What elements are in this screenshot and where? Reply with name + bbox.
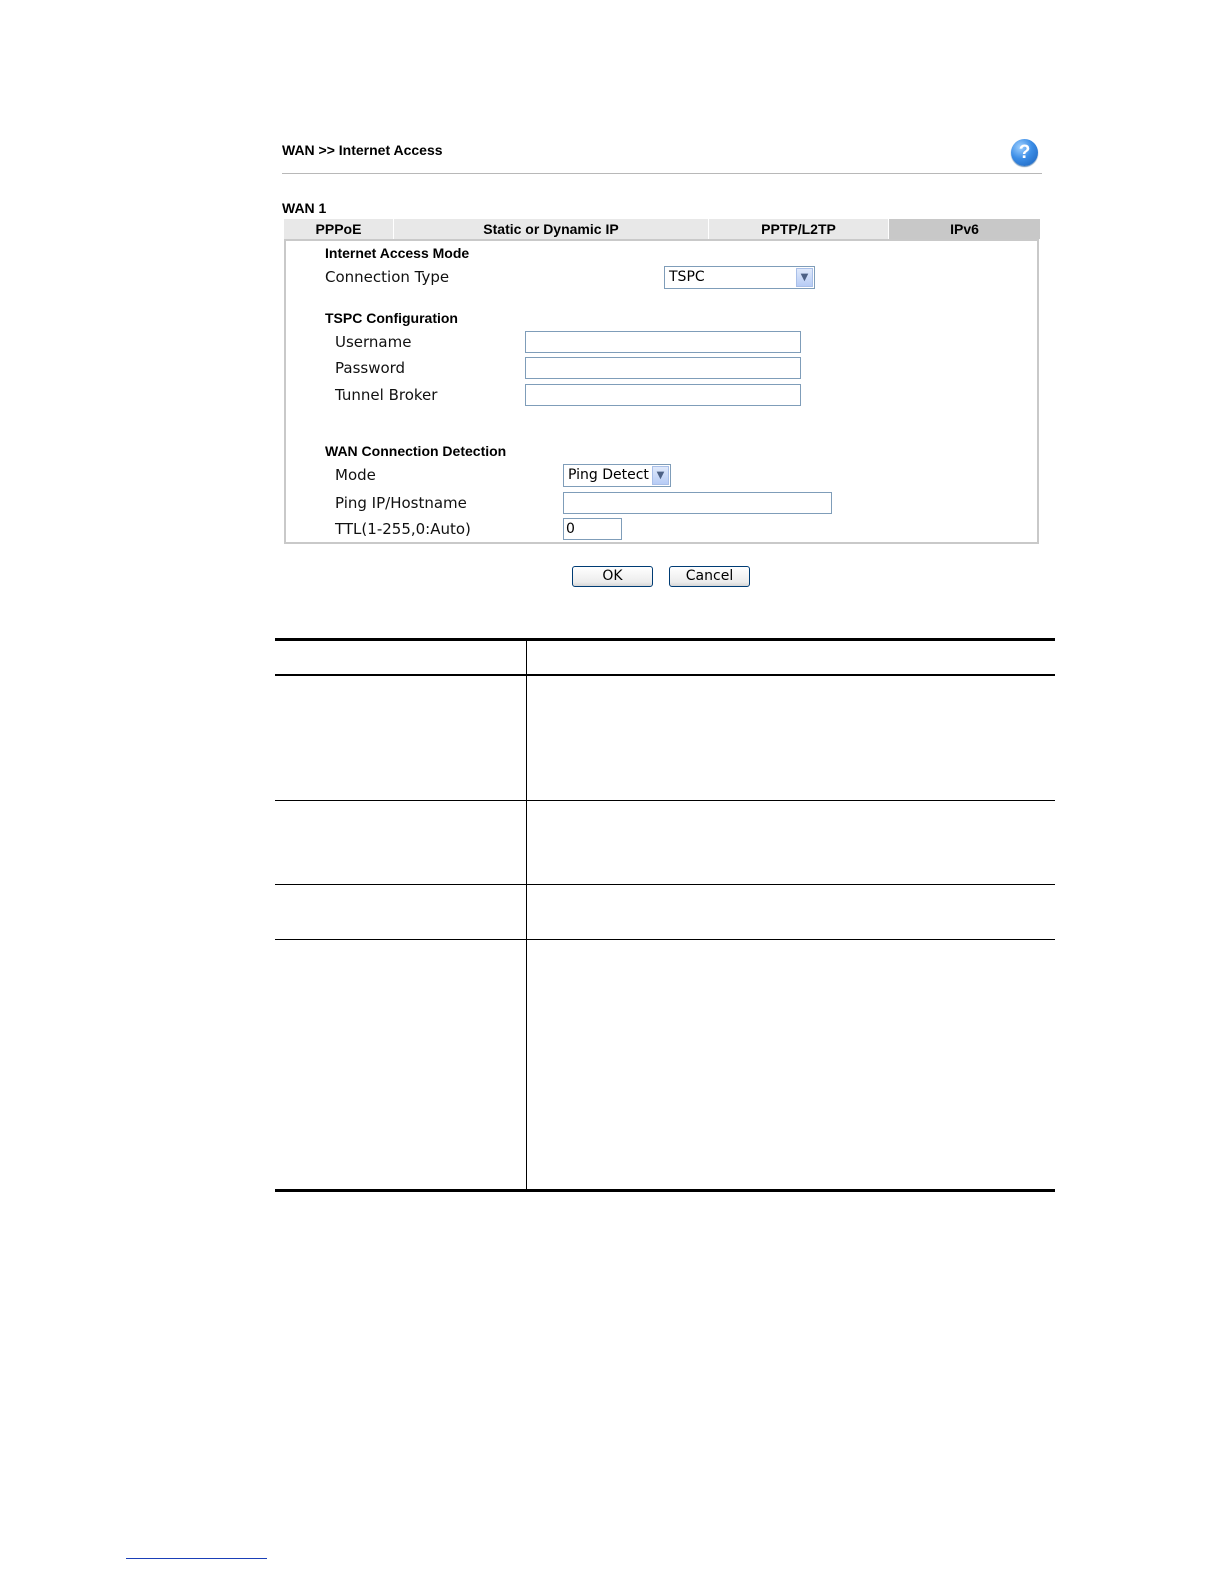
wan-connection-detection-title: WAN Connection Detection [325, 443, 507, 459]
header-divider [282, 173, 1042, 174]
username-label: Username [335, 333, 412, 351]
cancel-button[interactable]: Cancel [669, 566, 750, 587]
table-bottom-rule [275, 1189, 1055, 1192]
connection-type-label: Connection Type [325, 268, 450, 286]
help-question-icon[interactable]: ? [1011, 139, 1038, 166]
mode-value: Ping Detect [568, 467, 649, 483]
password-input[interactable] [525, 357, 801, 379]
table-column-divider [526, 640, 527, 1191]
internet-access-mode-title: Internet Access Mode [325, 245, 470, 261]
connection-type-value: TSPC [669, 269, 705, 285]
ttl-input[interactable]: 0 [563, 518, 622, 540]
tab-pptp-l2tp[interactable]: PPTP/L2TP [709, 219, 889, 239]
table-top-rule [275, 638, 1055, 641]
ttl-label: TTL(1-255,0:Auto) [335, 520, 471, 538]
mode-select[interactable] [563, 464, 671, 487]
wan-label: WAN 1 [282, 200, 327, 216]
ok-button[interactable]: OK [572, 566, 653, 587]
chevron-down-icon[interactable]: ▼ [796, 268, 813, 287]
breadcrumb: WAN >> Internet Access [282, 142, 443, 158]
footer-link-underline [126, 1558, 267, 1559]
username-input[interactable] [525, 331, 801, 353]
tab-pppoe[interactable]: PPPoE [284, 219, 394, 239]
tspc-configuration-title: TSPC Configuration [325, 310, 458, 326]
chevron-down-icon[interactable]: ▼ [652, 466, 669, 485]
table-row-rule [275, 884, 1055, 885]
password-label: Password [335, 359, 406, 377]
mode-label: Mode [335, 466, 376, 484]
ping-hostname-input[interactable] [563, 492, 832, 514]
table-row-rule [275, 800, 1055, 801]
tunnel-broker-label: Tunnel Broker [335, 386, 438, 404]
tab-static-dynamic-ip[interactable]: Static or Dynamic IP [394, 219, 709, 239]
tab-ipv6[interactable]: IPv6 [889, 219, 1040, 239]
table-row-rule [275, 939, 1055, 940]
connection-type-select[interactable] [664, 266, 815, 289]
table-header-rule [275, 674, 1055, 676]
tunnel-broker-input[interactable] [525, 384, 801, 406]
tab-bar [284, 219, 1040, 239]
ping-hostname-label: Ping IP/Hostname [335, 494, 467, 512]
